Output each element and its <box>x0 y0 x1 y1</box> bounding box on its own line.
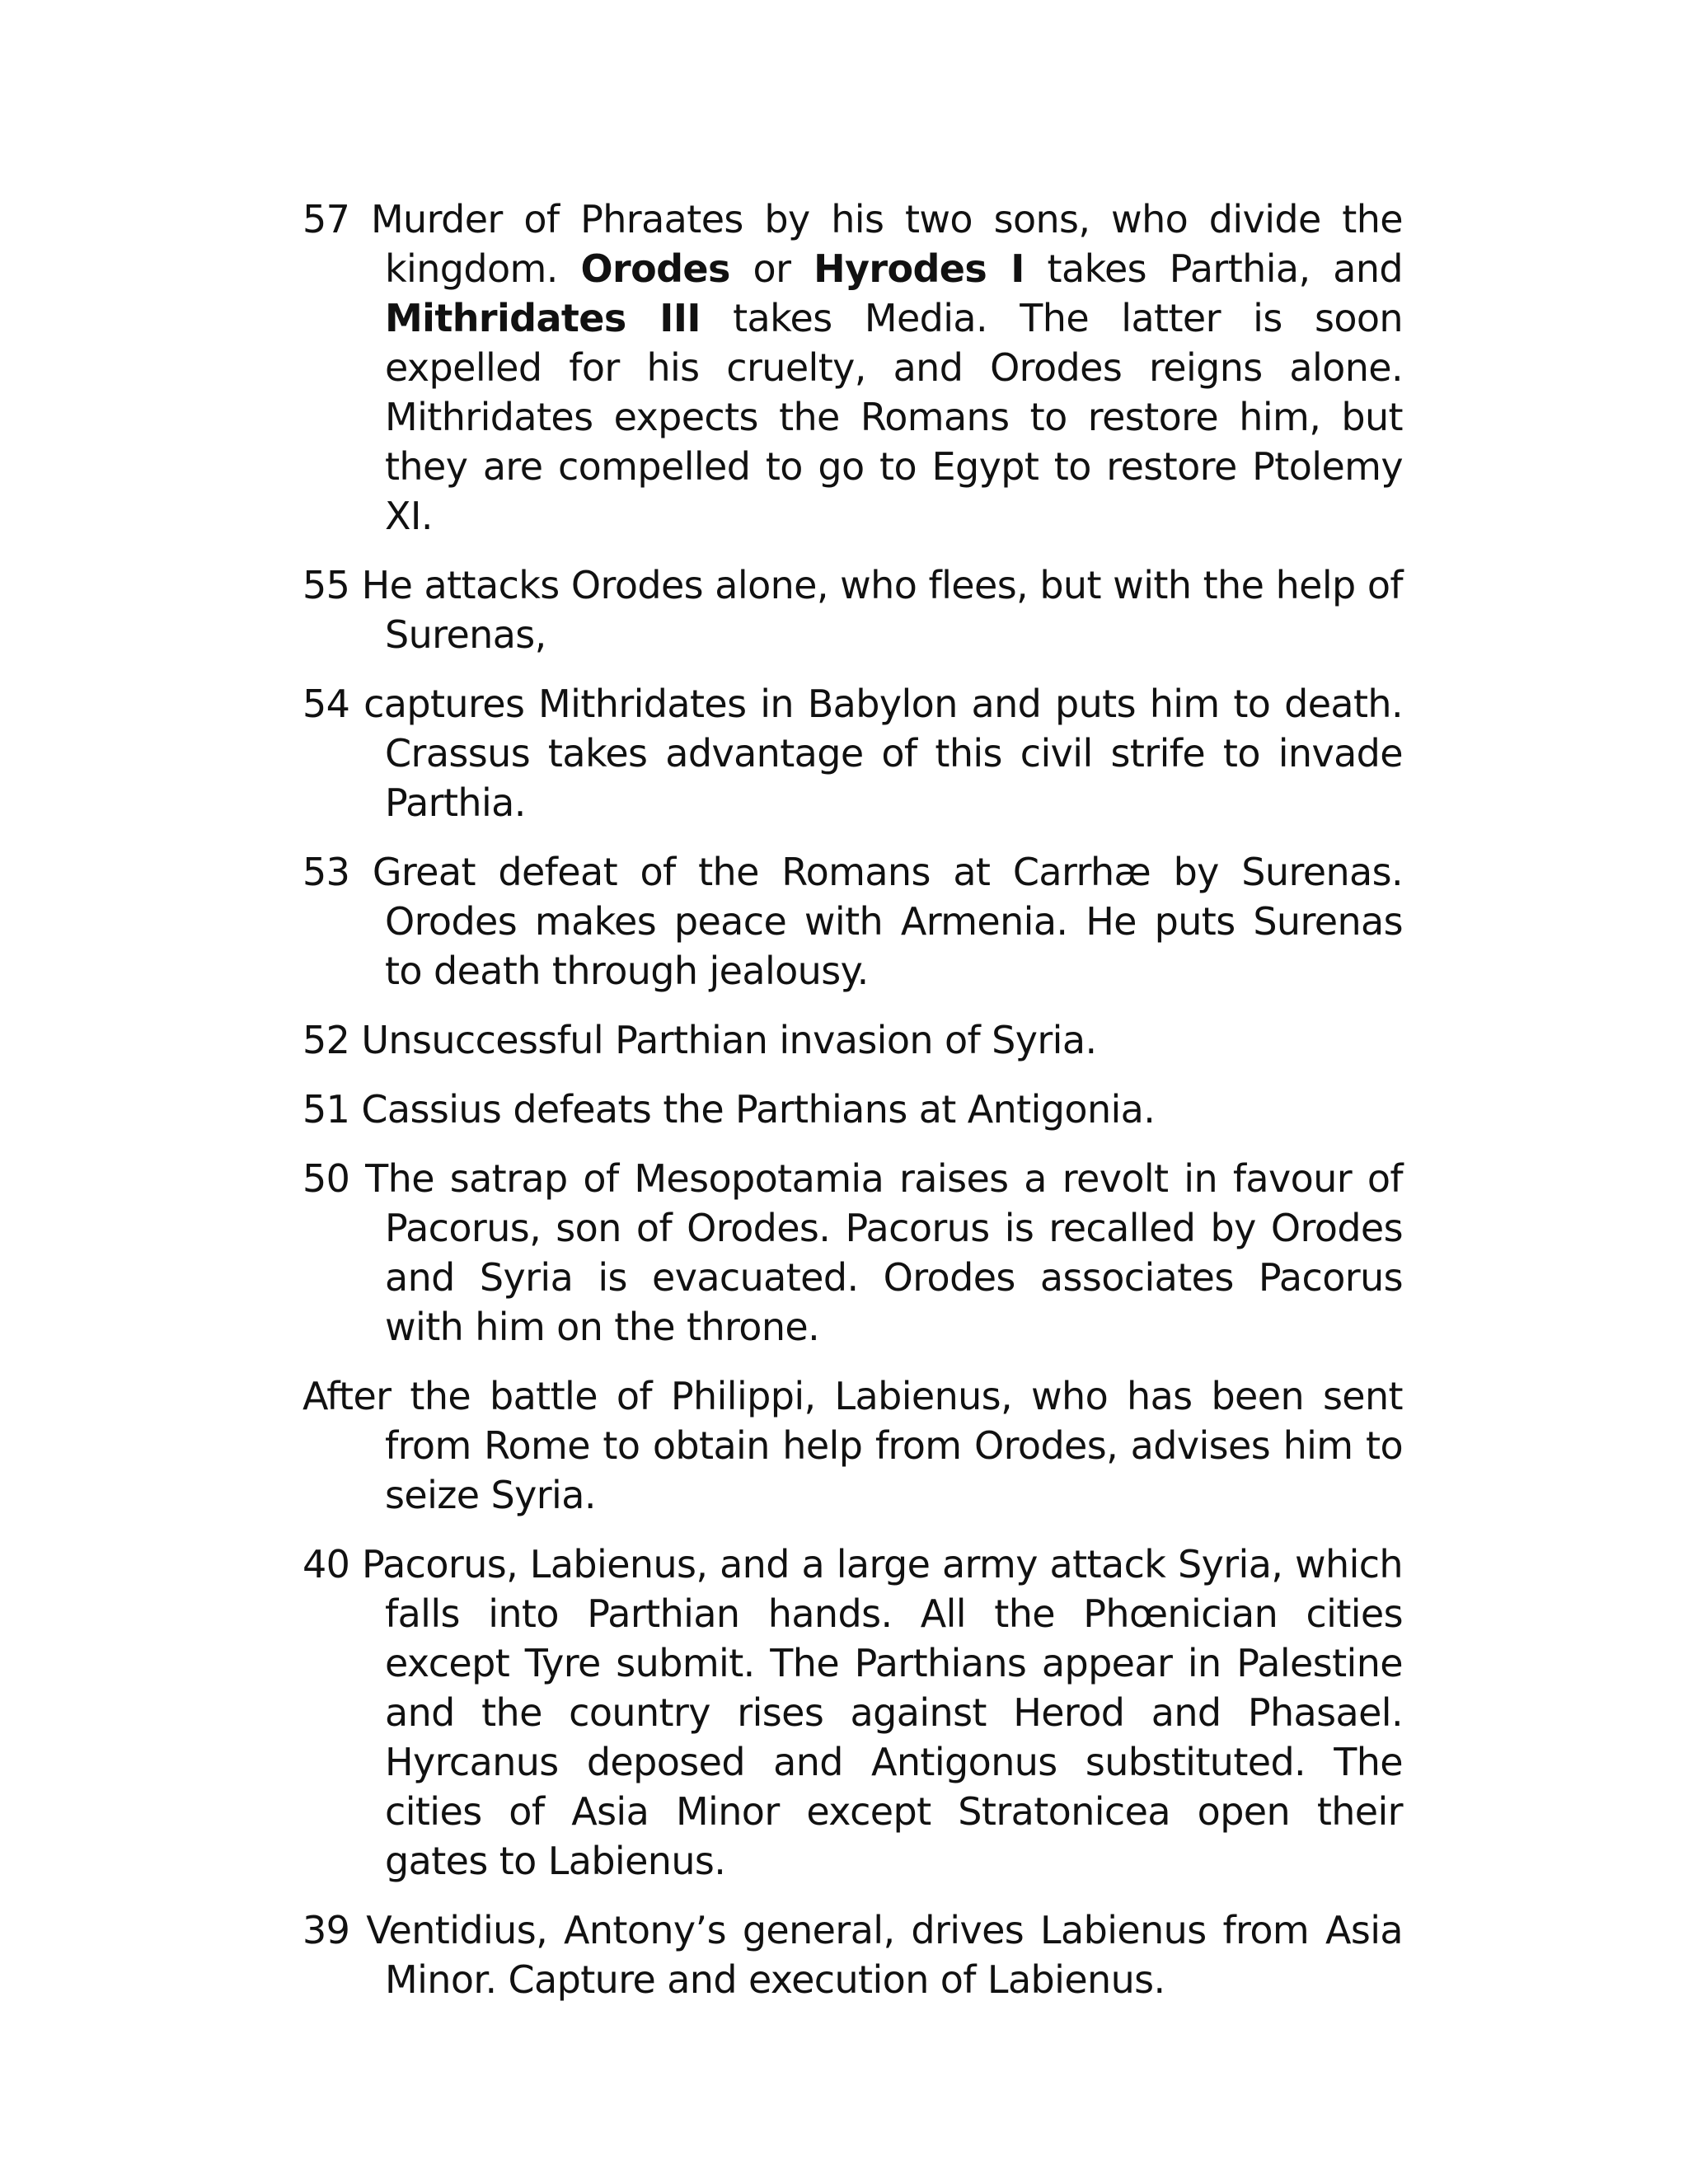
timeline-entry <box>302 1905 1403 2004</box>
entry-text: takes Parthia, and <box>1024 246 1403 291</box>
timeline-entry <box>302 1371 1403 1520</box>
timeline-entry <box>302 194 1403 541</box>
ruler-name: Orodes <box>580 246 730 291</box>
entry-text: 54 captures Mithridates in Babylon and puts him to death. Crassus takes advantage of this civil strife to invade Parthia. <box>302 682 1403 825</box>
timeline-entry <box>302 1154 1403 1352</box>
entry-text: 51 Cassius defeats the Parthians at Antigonia. <box>302 1087 1156 1132</box>
entry-text: or <box>729 246 814 291</box>
timeline-entry <box>302 1015 1403 1065</box>
ruler-name: Mithridates III <box>385 296 701 340</box>
entry-text: 53 Great defeat of the Romans at Carrhæ by Surenas. Orodes makes peace with Armenia. He puts Surenas to death through jealousy. <box>302 850 1403 993</box>
timeline-entry <box>302 560 1403 659</box>
document-page <box>302 194 1403 2024</box>
entry-text: takes Media. The latter is soon expelled for his cruelty, and Orodes reigns alone. Mithridates expects the Romans to restore him, but they are compelled to go to Egypt to restore Ptolemy XI. <box>385 296 1403 538</box>
timeline-entry <box>302 679 1403 827</box>
timeline-entry <box>302 847 1403 996</box>
entry-text: 55 He attacks Orodes alone, who flees, but with the help of Surenas, <box>302 563 1403 657</box>
entry-text: After the battle of Philippi, Labienus, who has been sent from Rome to obtain help from Orodes, advises him to seize Syria. <box>302 1374 1403 1517</box>
timeline-entry <box>302 1085 1403 1134</box>
entry-text: 57 Murder of Phraates by his two sons, who divide the kingdom. <box>302 197 1403 291</box>
entry-text: 50 The satrap of Mesopotamia raises a revolt in favour of Pacorus, son of Orodes. Pacorus is recalled by Orodes and Syria is evacuated. Orodes associates Pacorus with him on the throne. <box>302 1156 1403 1349</box>
entry-text: 39 Ventidius, Antony’s general, drives Labienus from Asia Minor. Capture and execution of Labienus. <box>302 1908 1403 2002</box>
entry-text: 40 Pacorus, Labienus, and a large army attack Syria, which falls into Parthian hands. All the Phœnician cities except Tyre submit. The Parthians appear in Palestine and the country rises against Herod and Phasael. Hyrcanus deposed and Antigonus substituted. The cities of Asia Minor except Stratonicea open their gates to Labienus. <box>302 1542 1403 1883</box>
ruler-name: Hyrodes I <box>814 246 1025 291</box>
entry-text: 52 Unsuccessful Parthian invasion of Syria. <box>302 1018 1097 1062</box>
timeline-entry <box>302 1540 1403 1886</box>
